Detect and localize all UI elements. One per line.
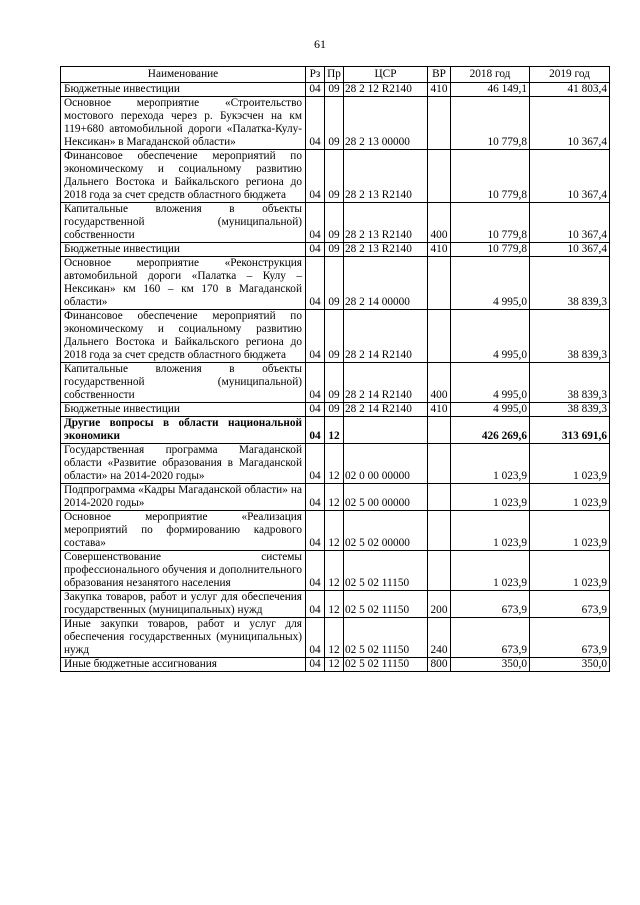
- budget-table: [60, 66, 610, 672]
- cell-csr: 28 2 14 R2140: [344, 363, 428, 403]
- cell-csr: 28 2 14 R2140: [344, 310, 428, 363]
- cell-pr: 12: [325, 417, 344, 444]
- cell-pr: 09: [325, 97, 344, 150]
- cell-pr: 09: [325, 83, 344, 97]
- cell-vr: 410: [428, 243, 451, 257]
- cell-2018: 10 779,8: [451, 150, 530, 203]
- cell-rz: 04: [306, 484, 325, 511]
- table-row: [61, 658, 610, 672]
- cell-vr: 400: [428, 363, 451, 403]
- cell-name: Другие вопросы в области национальной экономики: [61, 417, 306, 444]
- cell-vr: [428, 484, 451, 511]
- cell-csr: 28 2 13 R2140: [344, 203, 428, 243]
- cell-csr: 02 5 02 11150: [344, 551, 428, 591]
- cell-name: Государственная программа Магаданской области «Развитие образования в Магаданской области» на 2014-2020 годы»: [61, 444, 306, 484]
- cell-rz: 04: [306, 363, 325, 403]
- cell-2018: 350,0: [451, 658, 530, 672]
- cell-rz: 04: [306, 257, 325, 310]
- table-row: [61, 484, 610, 511]
- header-2018: 2018 год: [451, 67, 530, 83]
- cell-2019: 10 367,4: [530, 150, 610, 203]
- cell-rz: 04: [306, 618, 325, 658]
- cell-2018: 4 995,0: [451, 310, 530, 363]
- cell-rz: 04: [306, 444, 325, 484]
- cell-2019: 41 803,4: [530, 83, 610, 97]
- table-row: [61, 243, 610, 257]
- cell-pr: 12: [325, 551, 344, 591]
- table-row: [61, 257, 610, 310]
- cell-2018: 10 779,8: [451, 243, 530, 257]
- cell-2018: 10 779,8: [451, 203, 530, 243]
- cell-2018: 426 269,6: [451, 417, 530, 444]
- cell-rz: 04: [306, 97, 325, 150]
- table-header-row: [61, 67, 610, 83]
- cell-pr: 09: [325, 257, 344, 310]
- cell-2019: 313 691,6: [530, 417, 610, 444]
- cell-pr: 12: [325, 511, 344, 551]
- cell-2019: 10 367,4: [530, 243, 610, 257]
- cell-vr: 410: [428, 403, 451, 417]
- cell-csr: 02 5 02 11150: [344, 658, 428, 672]
- cell-pr: 09: [325, 363, 344, 403]
- cell-vr: [428, 310, 451, 363]
- cell-2019: 38 839,3: [530, 403, 610, 417]
- cell-vr: 400: [428, 203, 451, 243]
- cell-vr: 410: [428, 83, 451, 97]
- table-row: [61, 363, 610, 403]
- cell-2019: 1 023,9: [530, 484, 610, 511]
- cell-name: Бюджетные инвестиции: [61, 83, 306, 97]
- cell-name: Основное мероприятие «Реконструкция автомобильной дороги «Палатка – Кулу – Нексикан» км 160 – км 170 в Магаданской области»: [61, 257, 306, 310]
- cell-pr: 12: [325, 444, 344, 484]
- cell-vr: 200: [428, 591, 451, 618]
- header-rz: Рз: [306, 67, 325, 83]
- table-row: [61, 591, 610, 618]
- cell-name: Иные бюджетные ассигнования: [61, 658, 306, 672]
- table-body: [61, 83, 610, 672]
- cell-2018: 10 779,8: [451, 97, 530, 150]
- cell-2018: 1 023,9: [451, 511, 530, 551]
- table-row: [61, 511, 610, 551]
- cell-vr: [428, 417, 451, 444]
- cell-rz: 04: [306, 417, 325, 444]
- cell-2019: 1 023,9: [530, 511, 610, 551]
- cell-name: Капитальные вложения в объекты государственной (муниципальной) собственности: [61, 203, 306, 243]
- cell-name: Подпрограмма «Кадры Магаданской области» на 2014-2020 годы»: [61, 484, 306, 511]
- cell-pr: 12: [325, 658, 344, 672]
- cell-2019: 673,9: [530, 591, 610, 618]
- cell-pr: 09: [325, 403, 344, 417]
- cell-rz: 04: [306, 403, 325, 417]
- table-row: [61, 403, 610, 417]
- cell-name: Основное мероприятие «Строительство мостового перехода через р. Букэсчен на км 119+680 автомобильной дороги «Палатка-Кулу-Нексикан» в Магаданской области»: [61, 97, 306, 150]
- cell-csr: 28 2 12 R2140: [344, 83, 428, 97]
- cell-vr: 800: [428, 658, 451, 672]
- table-row: [61, 83, 610, 97]
- cell-pr: 09: [325, 243, 344, 257]
- table-row: [61, 203, 610, 243]
- cell-pr: 12: [325, 591, 344, 618]
- cell-csr: 02 0 00 00000: [344, 444, 428, 484]
- cell-csr: 02 5 02 11150: [344, 591, 428, 618]
- table-row: [61, 150, 610, 203]
- cell-name: Бюджетные инвестиции: [61, 403, 306, 417]
- cell-2018: 673,9: [451, 591, 530, 618]
- cell-rz: 04: [306, 310, 325, 363]
- cell-csr: 02 5 02 00000: [344, 511, 428, 551]
- header-csr: ЦСР: [344, 67, 428, 83]
- cell-pr: 09: [325, 310, 344, 363]
- cell-csr: [344, 417, 428, 444]
- cell-2018: 1 023,9: [451, 484, 530, 511]
- page-number: 61: [314, 37, 326, 51]
- cell-2019: 38 839,3: [530, 310, 610, 363]
- cell-csr: 02 5 02 11150: [344, 618, 428, 658]
- cell-vr: 240: [428, 618, 451, 658]
- cell-name: Финансовое обеспечение мероприятий по экономическому и социальному развитию Дальнего Востока и Байкальского региона до 2018 года за счет средств областного бюджета: [61, 150, 306, 203]
- cell-vr: [428, 511, 451, 551]
- cell-csr: 28 2 13 00000: [344, 97, 428, 150]
- cell-vr: [428, 150, 451, 203]
- cell-2019: 38 839,3: [530, 257, 610, 310]
- table-row: [61, 551, 610, 591]
- cell-2019: 10 367,4: [530, 203, 610, 243]
- cell-name: Иные закупки товаров, работ и услуг для обеспечения государственных (муниципальных) нужд: [61, 618, 306, 658]
- table-row: [61, 310, 610, 363]
- header-vr: ВР: [428, 67, 451, 83]
- cell-2019: 38 839,3: [530, 363, 610, 403]
- cell-csr: 28 2 14 00000: [344, 257, 428, 310]
- cell-2019: 350,0: [530, 658, 610, 672]
- cell-pr: 09: [325, 203, 344, 243]
- cell-name: Капитальные вложения в объекты государственной (муниципальной) собственности: [61, 363, 306, 403]
- cell-rz: 04: [306, 658, 325, 672]
- cell-vr: [428, 97, 451, 150]
- cell-rz: 04: [306, 591, 325, 618]
- cell-2019: 1 023,9: [530, 444, 610, 484]
- cell-2018: 1 023,9: [451, 444, 530, 484]
- header-pr: Пр: [325, 67, 344, 83]
- header-name: Наименование: [61, 67, 306, 83]
- cell-rz: 04: [306, 243, 325, 257]
- cell-rz: 04: [306, 150, 325, 203]
- cell-vr: [428, 444, 451, 484]
- cell-2018: 673,9: [451, 618, 530, 658]
- cell-name: Закупка товаров, работ и услуг для обеспечения государственных (муниципальных) нужд: [61, 591, 306, 618]
- cell-rz: 04: [306, 551, 325, 591]
- cell-vr: [428, 257, 451, 310]
- cell-2018: 4 995,0: [451, 257, 530, 310]
- cell-csr: 28 2 13 R2140: [344, 150, 428, 203]
- table-row: [61, 97, 610, 150]
- cell-2019: 1 023,9: [530, 551, 610, 591]
- cell-2019: 10 367,4: [530, 97, 610, 150]
- cell-rz: 04: [306, 203, 325, 243]
- cell-pr: 12: [325, 484, 344, 511]
- table-row: [61, 618, 610, 658]
- cell-rz: 04: [306, 83, 325, 97]
- cell-2018: 4 995,0: [451, 363, 530, 403]
- table-row: [61, 444, 610, 484]
- cell-2018: 1 023,9: [451, 551, 530, 591]
- cell-2018: 46 149,1: [451, 83, 530, 97]
- cell-pr: 12: [325, 618, 344, 658]
- cell-name: Основное мероприятие «Реализация мероприятий по формированию кадрового состава»: [61, 511, 306, 551]
- cell-2019: 673,9: [530, 618, 610, 658]
- cell-2018: 4 995,0: [451, 403, 530, 417]
- cell-csr: 28 2 14 R2140: [344, 403, 428, 417]
- cell-name: Финансовое обеспечение мероприятий по экономическому и социальному развитию Дальнего Востока и Байкальского региона до 2018 года за счет средств областного бюджета: [61, 310, 306, 363]
- cell-rz: 04: [306, 511, 325, 551]
- header-2019: 2019 год: [530, 67, 610, 83]
- cell-name: Совершенствование системы профессионального обучения и дополнительного образования незанятого населения: [61, 551, 306, 591]
- cell-csr: 28 2 13 R2140: [344, 243, 428, 257]
- cell-name: Бюджетные инвестиции: [61, 243, 306, 257]
- cell-csr: 02 5 00 00000: [344, 484, 428, 511]
- cell-pr: 09: [325, 150, 344, 203]
- cell-vr: [428, 551, 451, 591]
- table-row: [61, 417, 610, 444]
